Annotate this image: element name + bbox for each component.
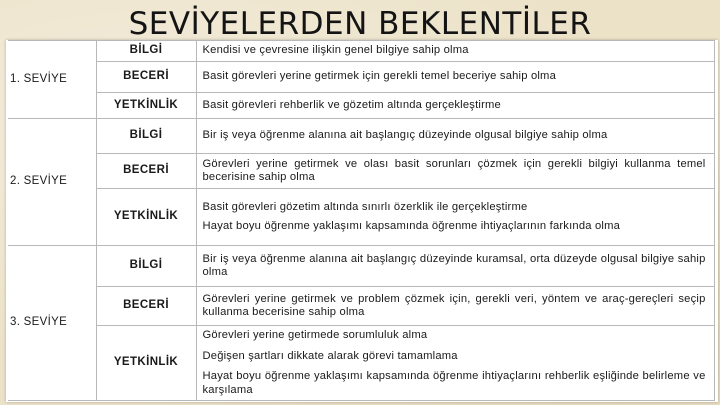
document-sheet [6, 40, 718, 402]
table-row [8, 93, 714, 119]
table-row [8, 189, 714, 246]
table-row [8, 287, 714, 326]
description-cell [196, 154, 714, 189]
category-cell: BECERİ [96, 154, 196, 189]
description-line: Görevleri yerine getirmede sorumluluk alma [202, 329, 428, 341]
table-row [8, 41, 714, 62]
table-row [8, 154, 714, 189]
table-row [8, 326, 714, 401]
description-cell [196, 119, 714, 154]
description-line: Bir iş veya öğrenme alanına ait başlangıç düzeyinde olgusal bilgiye sahip olma [202, 129, 608, 142]
category-cell: BİLGİ [96, 119, 196, 154]
category-cell: BİLGİ [96, 41, 196, 62]
description-cell [196, 189, 714, 246]
category-cell: BİLGİ [96, 246, 196, 287]
description-line: Hayat boyu öğrenme yaklaşımı kapsamında öğrenme ihtiyaçlarının farkında olma [202, 219, 621, 232]
levels-table [8, 40, 715, 401]
description-cell [196, 93, 714, 119]
table-row [8, 62, 714, 93]
description-cell [196, 287, 714, 326]
description-line: Hayat boyu öğrenme yaklaşımı kapsamında öğrenme ihtiyaçlarını rehberlik eşliğinde belirleme ve karşılama [202, 370, 706, 396]
description-line: Bir iş veya öğrenme alanına ait başlangıç düzeyinde kuramsal, orta düzeyde olgusal bilgiye sahip olma [202, 252, 706, 278]
description-cell [196, 62, 714, 93]
description-line: Basit görevleri yerine getirmek için gerekli temel beceriye sahip olma [202, 70, 556, 83]
category-cell: BECERİ [96, 287, 196, 326]
table-row [8, 119, 714, 154]
level-label: 3. SEVİYE [8, 246, 96, 401]
level-label: 1. SEVİYE [8, 41, 96, 119]
category-cell: YETKİNLİK [96, 93, 196, 119]
description-line: Basit görevleri gözetim altında sınırlı özerklik ile gerçekleştirme [202, 201, 528, 213]
page-title: SEVİYELERDEN BEKLENTİLER [128, 6, 592, 42]
category-cell: YETKİNLİK [96, 189, 196, 246]
description-line: Görevleri yerine getirmek ve problem çözmek için, gerekli veri, yöntem ve araç-gereçleri seçip kullanma becerisine sahip olma [202, 292, 706, 318]
category-cell: BECERİ [96, 62, 196, 93]
description-cell [196, 326, 714, 401]
level-label: 2. SEVİYE [8, 119, 96, 246]
description-cell [196, 41, 714, 62]
table-row [8, 246, 714, 287]
description-line: Görevleri yerine getirmek ve olası basit sorunları çözmek için gerekli bilgiyi kullanma temel becerisine sahip olma [202, 157, 706, 183]
description-cell [196, 246, 714, 287]
description-line: Kendisi ve çevresine ilişkin genel bilgiye sahip olma [202, 44, 469, 57]
description-line: Değişen şartları dikkate alarak görevi tamamlama [202, 349, 458, 362]
category-cell: YETKİNLİK [96, 326, 196, 401]
description-line: Basit görevleri rehberlik ve gözetim altında gerçekleştirme [202, 98, 501, 111]
